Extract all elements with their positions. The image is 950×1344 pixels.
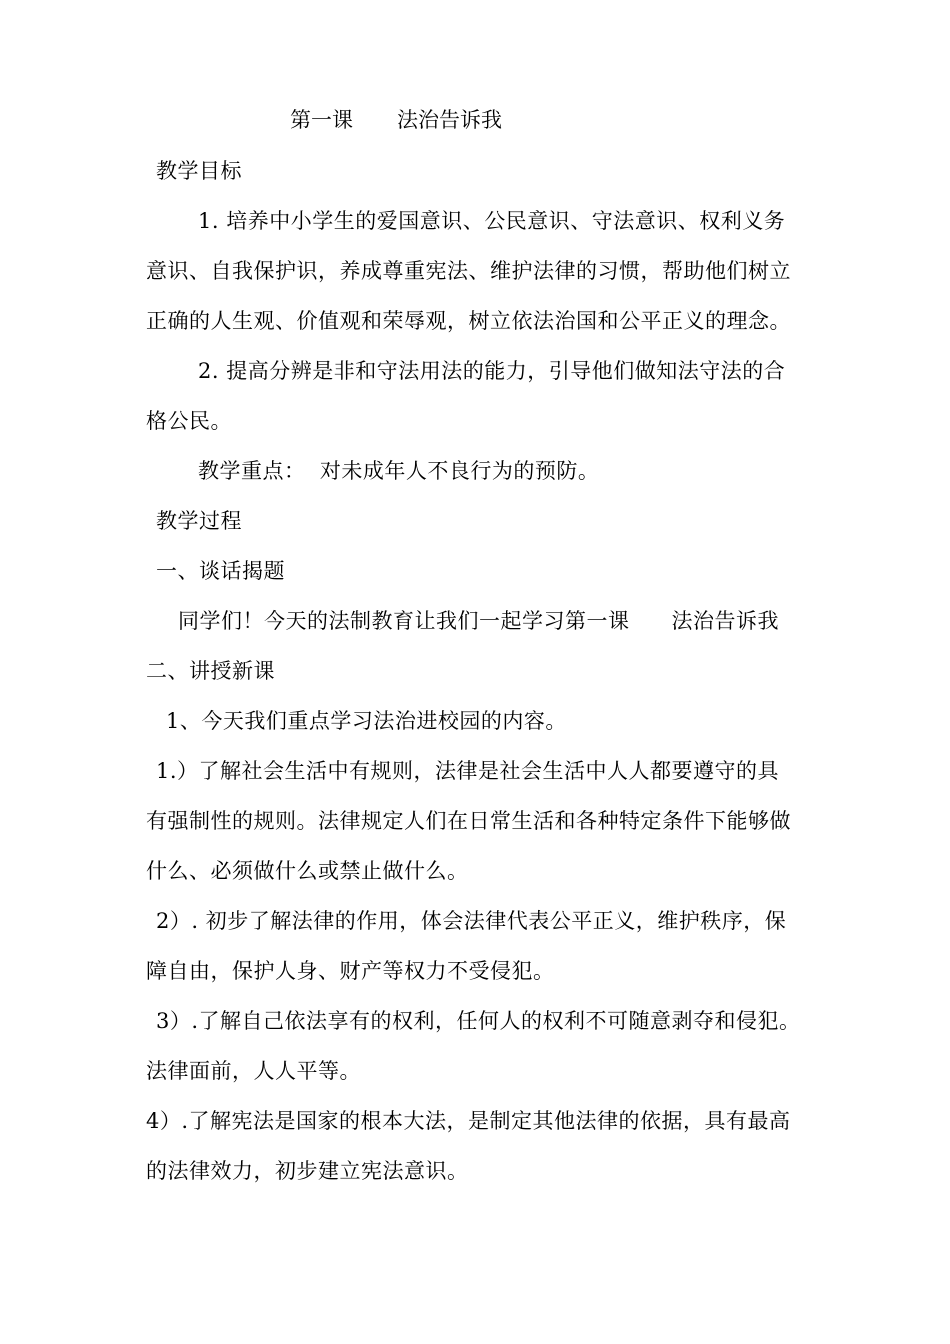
goal-1-line-2: 意识、自我保护识，养成尊重宪法、维护法律的习惯，帮助他们树立	[146, 259, 791, 283]
sub-item-2-line-1: 2）. 初步了解法律的作用，体会法律代表公平正义，维护秩序，保	[156, 909, 787, 933]
process-heading: 教学过程	[156, 509, 242, 533]
lesson-number: 第一课	[290, 108, 353, 132]
sub-item-2-line-2: 障自由，保护人身、财产等权力不受侵犯。	[146, 959, 555, 983]
sub-item-1-line-3: 什么、必须做什么或禁止做什么。	[146, 859, 469, 883]
goal-1-line-1: 1. 培养中小学生的爱国意识、公民意识、守法意识、权利义务	[198, 209, 786, 233]
sub-item-1-line-1: 1.）了解社会生活中有规则，法律是社会生活中人人都要遵守的具	[156, 759, 780, 783]
intro-line	[178, 609, 779, 633]
teaching-focus: 教学重点： 对未成年人不良行为的预防。	[198, 459, 600, 483]
intro-text: 同学们！今天的法制教育让我们一起学习第一课	[178, 609, 630, 633]
goal-1-line-3: 正确的人生观、价值观和荣辱观，树立依法治国和公平正义的理念。	[146, 309, 791, 333]
part-1-heading: 一、谈话揭题	[156, 559, 285, 583]
lesson-name: 法治告诉我	[397, 108, 502, 132]
lesson-title	[290, 106, 502, 134]
sub-item-3-line-2: 法律面前，人人平等。	[146, 1059, 361, 1083]
sub-item-4-line-1: 4）.了解宪法是国家的根本大法，是制定其他法律的依据，具有最高	[146, 1109, 791, 1133]
goals-heading: 教学目标	[156, 159, 242, 183]
goal-2-line-2: 格公民。	[146, 409, 232, 433]
goal-2-line-1: 2. 提高分辨是非和守法用法的能力，引导他们做知法守法的合	[198, 359, 786, 383]
intro-lesson-name: 法治告诉我	[671, 609, 779, 633]
sub-item-1-line-2: 有强制性的规则。法律规定人们在日常生活和各种特定条件下能够做	[146, 809, 791, 833]
part-2-heading: 二、讲授新课	[146, 659, 275, 683]
sub-item-4-line-2: 的法律效力，初步建立宪法意识。	[146, 1159, 469, 1183]
item-1: 1、今天我们重点学习法治进校园的内容。	[166, 709, 567, 733]
sub-item-3-line-1: 3）.了解自己依法享有的权利，任何人的权利不可随意剥夺和侵犯。	[156, 1009, 801, 1033]
